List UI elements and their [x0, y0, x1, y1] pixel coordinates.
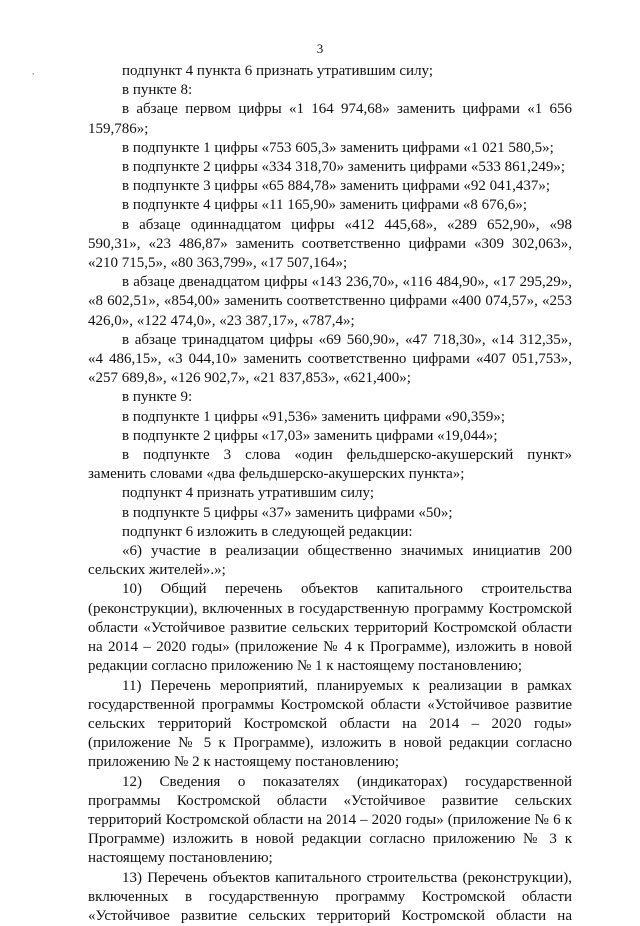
paragraph: в подпункте 3 цифры «65 884,78» заменить цифрами «92 041,437»; [122, 178, 551, 195]
document-body [88, 62, 572, 926]
paragraph: в абзаце двенадцатом цифры «143 236,70», «116 484,90», «17 295,29», «8 602,51», «854,00» заменить соответственно цифрами «400 074,57», «253 426,0», «122 474,0», «23 387,17», «787,4»; [88, 274, 572, 329]
paragraph: 13) Перечень объектов капитального строительства (реконструкции), включенных в государственную программу Костромской области «Устойчивое развитие сельских территорий Костромской области на [88, 869, 572, 924]
paragraph: подпункт 4 пункта 6 признать утратившим силу; [122, 63, 434, 79]
paragraph: в абзаце первом цифры «1 164 974,68» заменить цифрами «1 656 159,786»; [88, 101, 572, 137]
paragraph: в подпункте 2 цифры «17,03» заменить цифрами «19,044»; [122, 427, 498, 444]
paragraph: в подпункте 5 цифры «37» заменить цифрами «50»; [122, 504, 453, 521]
paragraph: «6) участие в реализации общественно значимых инициатив 200 сельских жителей».»; [88, 543, 572, 579]
paragraph: в пункте 9: [122, 389, 193, 406]
paragraph: в подпункте 2 цифры «334 318,70» заменить цифрами «533 861,249»; [122, 159, 566, 176]
paragraph: подпункт 6 изложить в следующей редакции: [122, 523, 413, 540]
page-number: 3 [316, 41, 324, 56]
paragraph: в пункте 8: [122, 82, 193, 99]
paragraph: в подпункте 4 цифры «11 165,90» заменить цифрами «8 676,6»; [122, 197, 528, 214]
paragraph: в абзаце тринадцатом цифры «69 560,90», «47 718,30», «14 312,35», «4 486,15», «3 044,10» заменить соответственно цифрами «407 051,753», «257 689,8», «126 902,7», «21 837,853», «621,400»; [88, 331, 572, 387]
paragraph: 10) Общий перечень объектов капитального строительства (реконструкции), включенных в государственную программу Костромской области «Устойчивое развитие сельских территорий Костромской области на 2014 – 2020 годы» (приложение № 4 к Программе), изложить в новой редакции согласно приложению № 1 к настоящему постановлению; [88, 581, 572, 675]
paragraph: в подпункте 1 цифры «753 605,3» заменить цифрами «1 021 580,5»; [122, 139, 554, 156]
paragraph: подпункт 4 признать утратившим силу; [122, 485, 374, 502]
paragraph: в подпункте 3 слова «один фельдшерско-акушерский пункт» заменить словами «два фельдшерско-акушерских пункта»; [88, 447, 572, 483]
paragraph: 12) Сведения о показателях (индикаторах) государственной программы Костромской области «Устойчивое развитие сельских территорий Костромской области на 2014 – 2020 годы» (приложение № 6 к Программе) изложить в новой редакции согласно приложению № 3 к настоящему постановлению; [88, 773, 572, 867]
scan-mark: , [32, 66, 35, 76]
paragraph: в подпункте 1 цифры «91,536» заменить цифрами «90,359»; [122, 408, 506, 425]
paragraph: 11) Перечень мероприятий, планируемых к реализации в рамках государственной программы Костромской области «Устойчивое развитие сельских территорий Костромской области на 2014 – 2020 годы» (приложение № 5 к Программе), изложить в новой редакции согласно приложению № 2 к настоящему постановлению; [88, 677, 572, 771]
paragraph: в абзаце одиннадцатом цифры «412 445,68», «289 652,90», «98 590,31», «23 486,87» заменить соответственно цифрами «309 302,063», «210 715,5», «80 363,799», «17 507,164»; [88, 216, 572, 272]
